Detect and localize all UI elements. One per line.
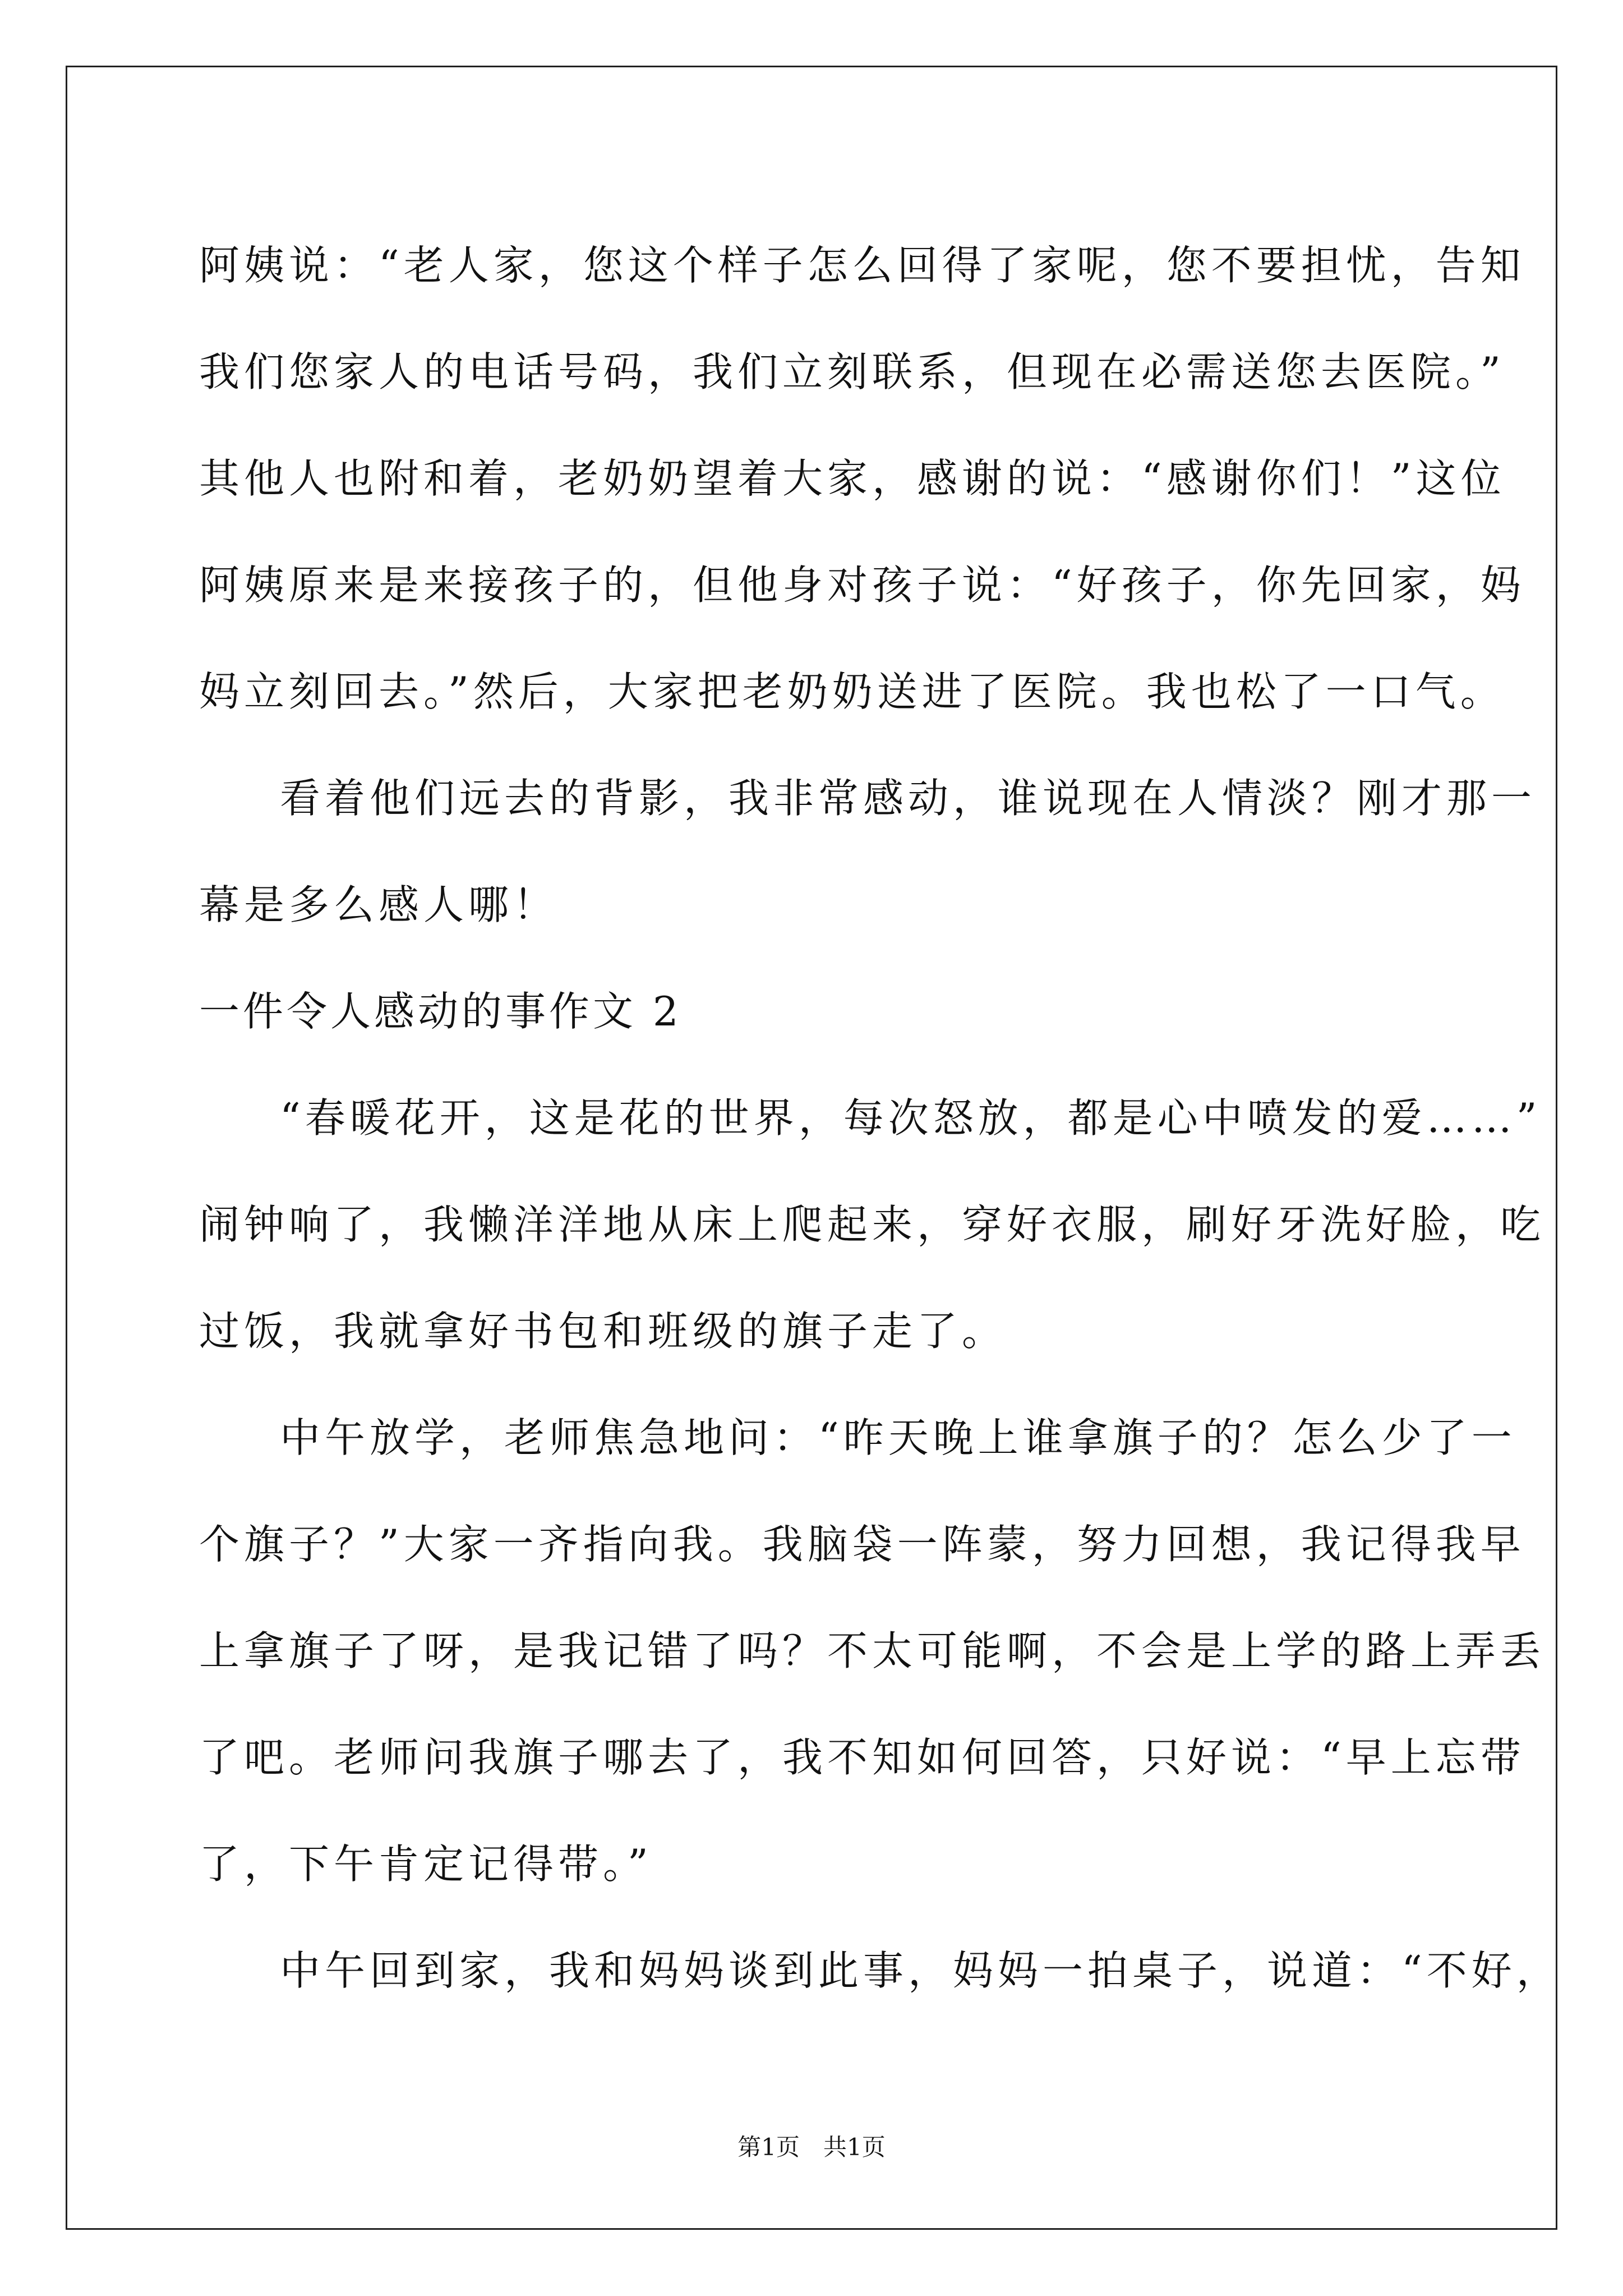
text-line: 我们您家人的电话号码，我们立刻联系，但现在必需送您去医院。” <box>199 348 1505 395</box>
text-line: 幕是多么感人哪！ <box>199 881 559 928</box>
text-line: “春暖花开，这是花的世界，每次怒放，都是心中喷发的爱……” <box>280 1094 1542 1142</box>
page-footer: 第1页 共1页 <box>737 2133 886 2161</box>
text-line: 妈立刻回去。”然后，大家把老奶奶送进了医院。我也松了一口气。 <box>199 668 1505 715</box>
text-line: 过饭，我就拿好书包和班级的旗子走了。 <box>199 1308 1007 1355</box>
text-line: 其他人也附和着，老奶奶望着大家，感谢的说：“感谢你们！”这位 <box>199 455 1506 502</box>
text-line: 了，下午肯定记得带。” <box>199 1841 653 1888</box>
text-line: 个旗子？”大家一齐指向我。我脑袋一阵蒙，努力回想，我记得我早 <box>199 1521 1525 1568</box>
text-line: 阿姨原来是来接孩子的，但他身对孩子说：“好孩子，你先回家，妈 <box>199 562 1525 609</box>
document-body <box>199 212 1561 2024</box>
text-line: 闹钟响了，我懒洋洋地从床上爬起来，穿好衣服，刷好牙洗好脸，吃 <box>199 1201 1546 1248</box>
text-line: 上拿旗子了呀，是我记错了吗？不太可能啊，不会是上学的路上弄丢 <box>199 1627 1546 1674</box>
text-line: 了吧。老师问我旗子哪去了，我不知如何回答，只好说：“早上忘带 <box>199 1734 1525 1781</box>
text-line: 阿姨说：“老人家，您这个样子怎么回得了家呢，您不要担忧，告知 <box>199 242 1525 289</box>
section-heading: 一件令人感动的事作文 2 <box>199 988 682 1035</box>
text-line: 中午回到家，我和妈妈谈到此事，妈妈一拍桌子，说道：“不好， <box>280 1947 1561 1994</box>
text-line: 看着他们远去的背影，我非常感动，谁说现在人情淡？刚才那一 <box>280 775 1537 822</box>
text-line: 中午放学，老师焦急地问：“昨天晚上谁拿旗子的？怎么少了一 <box>280 1414 1516 1461</box>
